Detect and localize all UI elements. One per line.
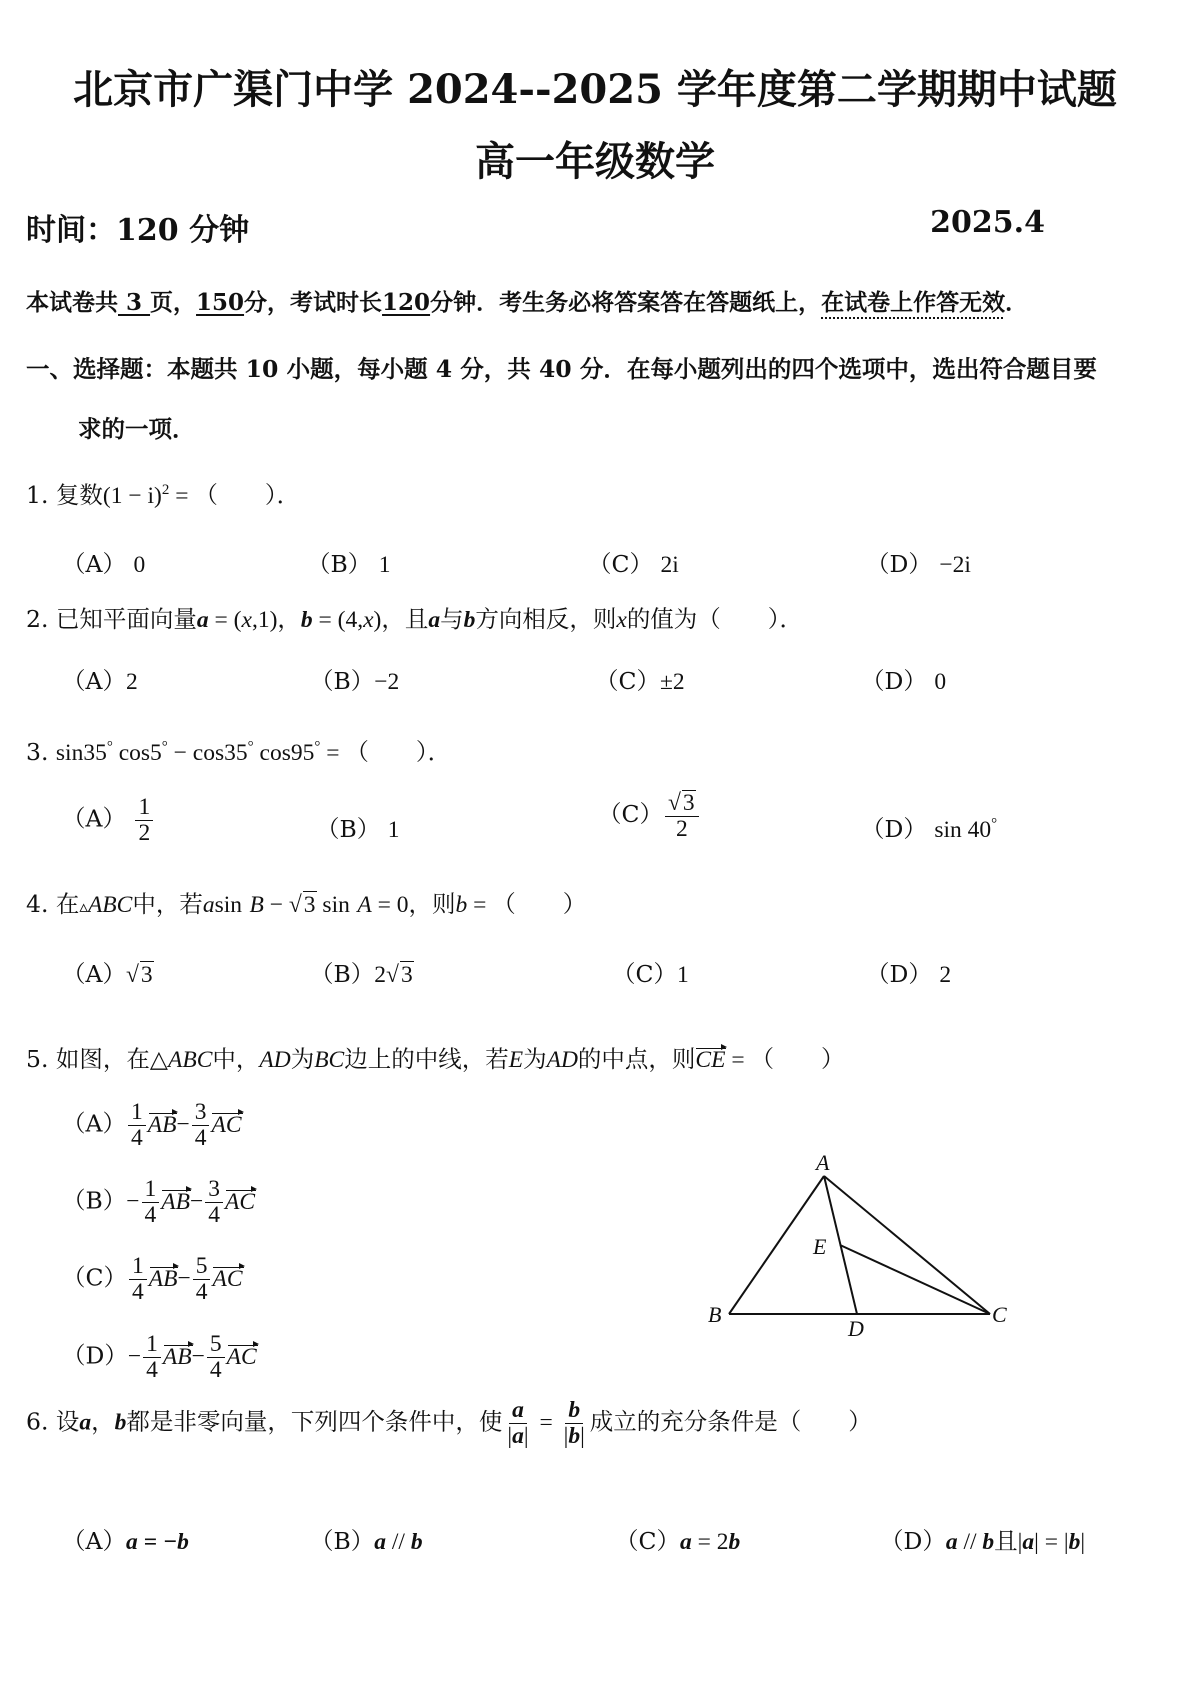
denominator: 4 bbox=[208, 1201, 221, 1228]
q6-option-d[interactable]: （D）a // b且|a| = |b| bbox=[880, 1527, 1086, 1555]
denominator: 4 bbox=[194, 1124, 207, 1151]
math-operator: − bbox=[191, 1343, 205, 1370]
math-operator: − bbox=[177, 1265, 191, 1292]
question-2 bbox=[26, 600, 803, 634]
q1-option-c[interactable] bbox=[588, 545, 679, 579]
option-value: 0 bbox=[934, 669, 947, 695]
option-label: （D） bbox=[861, 815, 927, 843]
numerator: 1 bbox=[128, 1100, 146, 1126]
parallel-symbol: // bbox=[386, 1529, 411, 1555]
edge-ac bbox=[824, 1176, 990, 1314]
notice-text: ． bbox=[1005, 289, 1029, 316]
option-value: 2 bbox=[125, 669, 138, 695]
q6-option-a[interactable] bbox=[62, 1522, 189, 1556]
section-heading: 一、选择题：本题共 10 小题，每小题 4 分，共 40 分．在每小题列出的四个选项中，选出符合题目要 bbox=[26, 355, 1097, 383]
option-label: （A） bbox=[62, 804, 126, 833]
option-value: ±2 bbox=[659, 669, 685, 695]
triangle-symbol: ▵ bbox=[79, 897, 88, 916]
numerator: 1 bbox=[143, 1332, 161, 1358]
label-d: D bbox=[848, 1316, 864, 1340]
question-text: = （ ）． bbox=[169, 483, 301, 509]
q5-option-d[interactable] bbox=[62, 1332, 257, 1382]
notice-score: 150 bbox=[196, 289, 245, 316]
option-label: （C） bbox=[62, 1263, 127, 1292]
abs-a: a bbox=[1022, 1529, 1035, 1555]
math-var: ABC bbox=[167, 1047, 213, 1073]
math-var: a bbox=[202, 892, 215, 918]
option-label: （C） bbox=[612, 960, 677, 988]
question-text: 复数 bbox=[55, 481, 103, 509]
option-value: 2i bbox=[660, 552, 679, 578]
triangle-figure bbox=[700, 1150, 1030, 1340]
question-text: 与 bbox=[440, 605, 464, 633]
vector-a: a bbox=[374, 1529, 387, 1555]
option-value: 1 bbox=[676, 962, 689, 988]
q1-option-b[interactable] bbox=[307, 545, 391, 579]
denominator: |a| bbox=[507, 1422, 529, 1449]
q2-option-c[interactable] bbox=[595, 662, 685, 696]
fraction bbox=[205, 1177, 223, 1227]
denominator: 4 bbox=[144, 1201, 157, 1228]
math-expr: = (4, bbox=[312, 607, 364, 633]
denominator: 4 bbox=[209, 1356, 222, 1383]
denominator: 2 bbox=[675, 815, 688, 842]
conjunction: 且 bbox=[994, 1527, 1018, 1555]
fraction bbox=[504, 1398, 531, 1448]
question-text: ，则 bbox=[408, 890, 456, 918]
option-label: （C） bbox=[595, 667, 660, 695]
question-number: 3. bbox=[26, 738, 49, 766]
math-var: ABC bbox=[87, 892, 133, 918]
math-var: B bbox=[249, 892, 264, 918]
vector-b: b bbox=[410, 1529, 423, 1555]
q5-option-b[interactable] bbox=[62, 1177, 255, 1227]
option-label: （A） bbox=[62, 550, 126, 578]
sqrt-radicand: 3 bbox=[140, 962, 153, 988]
abs-b: b bbox=[1068, 1529, 1081, 1555]
fraction bbox=[143, 1332, 161, 1382]
question-text: 在 bbox=[55, 890, 80, 918]
q4-option-c[interactable] bbox=[612, 955, 689, 989]
question-5 bbox=[26, 1040, 844, 1074]
question-number: 2. bbox=[26, 605, 49, 633]
option-value: 1 bbox=[378, 552, 391, 578]
math-operator: − bbox=[127, 1343, 142, 1370]
option-label: （A） bbox=[62, 1109, 126, 1138]
label-b: B bbox=[708, 1302, 722, 1327]
option-value: a = −b bbox=[125, 1529, 189, 1555]
abs-a: a bbox=[512, 1422, 524, 1449]
question-text: 已知平面向量 bbox=[55, 605, 197, 633]
question-text: 边上的中线，若 bbox=[344, 1045, 509, 1073]
sqrt-radicand: 3 bbox=[400, 962, 413, 988]
math-expr: ,1)， bbox=[251, 607, 301, 633]
fraction bbox=[561, 1398, 588, 1448]
vector-a: a bbox=[196, 607, 209, 633]
vector-ac: AC bbox=[225, 1188, 256, 1215]
numerator: 1 bbox=[135, 795, 153, 821]
option-value: 0 bbox=[133, 552, 146, 578]
denominator: 4 bbox=[195, 1278, 208, 1305]
math-expr: )，且 bbox=[373, 607, 429, 633]
edge-ab bbox=[729, 1176, 824, 1314]
q4-option-b[interactable] bbox=[310, 955, 414, 989]
option-label: （A） bbox=[62, 960, 126, 988]
degree-sign: ° bbox=[247, 739, 254, 756]
math-var: b bbox=[455, 892, 468, 918]
question-text: 成立的充分条件是（ ） bbox=[589, 1407, 872, 1436]
question-6 bbox=[26, 1398, 872, 1448]
exam-subtitle: 高一年级数学 bbox=[475, 138, 715, 185]
degree-sign: ° bbox=[314, 739, 321, 756]
parallel-symbol: // bbox=[957, 1529, 983, 1555]
denominator: 4 bbox=[130, 1124, 143, 1151]
denominator: 4 bbox=[131, 1278, 144, 1305]
question-text: 如图，在 bbox=[55, 1045, 150, 1073]
question-text: 为 bbox=[523, 1045, 547, 1073]
option-label: （D） bbox=[62, 1341, 128, 1370]
option-value: −2i bbox=[939, 552, 971, 578]
numerator: 5 bbox=[207, 1332, 225, 1358]
vector-ab: AB bbox=[161, 1188, 191, 1215]
option-label: （B） bbox=[62, 1186, 127, 1215]
option-label: （B） bbox=[310, 667, 375, 695]
math-expr: cos5 bbox=[112, 740, 162, 766]
math-expr: − bbox=[263, 892, 289, 918]
math-expr: sin bbox=[214, 892, 243, 918]
option-value: 1 bbox=[387, 817, 400, 843]
denominator: 2 bbox=[138, 819, 151, 846]
option-value: −2 bbox=[374, 669, 400, 695]
exam-title: 北京市广渠门中学 2024--2025 学年度第二学期期中试题 bbox=[73, 66, 1117, 113]
question-number: 6. bbox=[26, 1407, 49, 1436]
vector-b: b bbox=[300, 607, 313, 633]
sqrt-sign: √ bbox=[288, 892, 302, 918]
numerator: 3 bbox=[205, 1177, 223, 1203]
q6-option-c[interactable] bbox=[615, 1522, 740, 1556]
fraction bbox=[142, 1177, 160, 1227]
math-expr: sin35 bbox=[55, 740, 107, 766]
question-text: 中， bbox=[212, 1045, 260, 1073]
q4-option-d[interactable] bbox=[866, 955, 951, 989]
fraction bbox=[193, 1254, 211, 1304]
option-label: （A） bbox=[62, 1527, 126, 1555]
denominator: 4 bbox=[146, 1356, 158, 1383]
label-e: E bbox=[813, 1234, 827, 1259]
fraction bbox=[128, 1100, 146, 1150]
vector-ac: AC bbox=[211, 1111, 242, 1138]
exam-date: 2025.4 bbox=[930, 205, 1045, 240]
math-expr: (1 − i) bbox=[102, 483, 162, 509]
question-text: 的中点，则 bbox=[577, 1045, 696, 1073]
numerator: 1 bbox=[142, 1177, 160, 1203]
vector-ac: AC bbox=[226, 1343, 257, 1370]
q2-option-a[interactable] bbox=[62, 662, 138, 696]
question-text: ， bbox=[91, 1407, 115, 1436]
fraction bbox=[135, 795, 153, 845]
vector-b: b bbox=[982, 1529, 995, 1555]
sqrt-sign: √ bbox=[125, 962, 139, 988]
option-value: 2 bbox=[939, 962, 952, 988]
q3-option-c[interactable] bbox=[598, 790, 701, 841]
option-label: （B） bbox=[310, 1527, 375, 1555]
math-operator: − bbox=[190, 1188, 204, 1215]
q2-option-d[interactable] bbox=[861, 662, 946, 696]
option-label: （D） bbox=[861, 667, 927, 695]
numerator: a bbox=[509, 1398, 527, 1424]
option-label: （C） bbox=[615, 1527, 680, 1555]
segment-ce bbox=[840, 1245, 990, 1314]
fraction bbox=[665, 790, 699, 841]
math-var: E bbox=[508, 1047, 524, 1073]
question-text: = （ ） bbox=[467, 892, 587, 918]
q5-option-c[interactable] bbox=[62, 1254, 243, 1304]
exam-notice bbox=[26, 284, 1028, 317]
option-label: （C） bbox=[588, 550, 653, 578]
sqrt-radicand: 3 bbox=[303, 892, 316, 918]
question-text: 为 bbox=[290, 1045, 315, 1073]
notice-text: 页， bbox=[150, 289, 197, 316]
degree-sign: ° bbox=[991, 816, 998, 833]
math-var: A bbox=[357, 892, 372, 918]
math-var: x bbox=[241, 607, 252, 633]
section-heading-cont: 求的一项． bbox=[78, 415, 196, 443]
numerator: √3 bbox=[665, 790, 699, 817]
fraction bbox=[129, 1254, 147, 1304]
exam-time: 时间：120 分钟 bbox=[26, 213, 250, 248]
fraction bbox=[207, 1332, 225, 1382]
sqrt-sign: √ bbox=[386, 962, 399, 988]
q3-option-d[interactable] bbox=[861, 810, 997, 844]
q5-option-a[interactable] bbox=[62, 1100, 242, 1150]
math-var: BC bbox=[314, 1047, 345, 1073]
question-text: 设 bbox=[55, 1407, 80, 1436]
question-3 bbox=[26, 733, 451, 767]
vector-a: a bbox=[79, 1409, 92, 1436]
question-text: 的值为（ ）． bbox=[626, 605, 804, 633]
math-operator: = bbox=[1038, 1529, 1064, 1555]
math-operator: = bbox=[533, 1409, 559, 1436]
math-expr: sin bbox=[316, 892, 350, 918]
numerator: 5 bbox=[193, 1254, 211, 1280]
math-var: AD bbox=[259, 1047, 291, 1073]
vector-ab: AB bbox=[148, 1265, 178, 1292]
question-4 bbox=[26, 885, 586, 919]
option-label: （D） bbox=[866, 550, 932, 578]
vector-ab: AB bbox=[147, 1111, 177, 1138]
vector-ac: AC bbox=[212, 1265, 243, 1292]
math-expr: = ( bbox=[208, 607, 242, 633]
q1-option-a[interactable] bbox=[62, 545, 145, 579]
triangle-symbol: △ bbox=[149, 1047, 168, 1073]
degree-sign: ° bbox=[106, 739, 113, 756]
question-text: 中，若 bbox=[132, 890, 203, 918]
math-expr: = 2 bbox=[691, 1529, 729, 1555]
question-text: 方向相反，则 bbox=[475, 605, 617, 633]
question-number: 4. bbox=[26, 890, 49, 918]
math-var: x bbox=[616, 607, 627, 633]
degree-sign: ° bbox=[161, 739, 168, 756]
math-expr: − cos35 bbox=[167, 740, 248, 766]
math-var: AD bbox=[546, 1047, 578, 1073]
option-label: （C） bbox=[598, 800, 663, 829]
vector-b: b bbox=[114, 1409, 127, 1436]
q3-option-b[interactable] bbox=[316, 810, 400, 844]
sqrt-radicand: 3 bbox=[682, 790, 695, 816]
math-expr: = 0 bbox=[371, 892, 409, 918]
option-label: （A） bbox=[62, 667, 126, 695]
abs-b: b bbox=[568, 1422, 581, 1449]
math-operator: − bbox=[176, 1111, 190, 1138]
notice-duration: 120 bbox=[382, 289, 431, 316]
question-number: 1. bbox=[26, 481, 49, 509]
notice-text: 本试卷共 bbox=[26, 289, 118, 316]
numerator: b bbox=[565, 1398, 583, 1424]
math-var: x bbox=[363, 607, 374, 633]
option-label: （D） bbox=[880, 1527, 946, 1555]
option-label: （B） bbox=[316, 815, 381, 843]
q1-option-d[interactable] bbox=[866, 545, 971, 579]
option-label: （B） bbox=[310, 960, 375, 988]
denominator: |b| bbox=[563, 1422, 585, 1449]
question-text: = （ ） bbox=[725, 1047, 845, 1073]
q4-option-a[interactable] bbox=[62, 955, 154, 989]
label-c: C bbox=[992, 1302, 1007, 1327]
vector-b: b bbox=[463, 607, 476, 633]
option-value: sin 40 bbox=[934, 817, 992, 843]
question-number: 5. bbox=[26, 1045, 49, 1073]
notice-pages: 3 bbox=[118, 289, 151, 316]
option-label: （D） bbox=[866, 960, 932, 988]
option-label: （B） bbox=[307, 550, 372, 578]
vector-ce: CE bbox=[695, 1047, 726, 1073]
question-1 bbox=[26, 476, 300, 510]
notice-emphasis: 在试卷上作答无效 bbox=[821, 289, 1006, 316]
fraction bbox=[192, 1100, 210, 1150]
math-operator: − bbox=[126, 1188, 140, 1215]
label-a: A bbox=[816, 1150, 830, 1175]
math-exponent: 2 bbox=[161, 482, 170, 499]
q2-option-b[interactable] bbox=[310, 662, 399, 696]
notice-text: 分，考试时长 bbox=[244, 289, 383, 316]
q6-option-b[interactable] bbox=[310, 1522, 423, 1556]
question-text: = （ ）． bbox=[320, 740, 452, 766]
question-text: 都是非零向量，下列四个条件中，使 bbox=[126, 1407, 503, 1436]
vector-a: a bbox=[679, 1529, 692, 1555]
math-expr: cos95 bbox=[253, 740, 315, 766]
coefficient: 2 bbox=[374, 962, 387, 988]
vector-ab: AB bbox=[162, 1343, 192, 1370]
notice-text: 分钟．考生务必将答案答在答题纸上， bbox=[430, 289, 822, 316]
vector-a: a bbox=[945, 1529, 958, 1555]
vector-b: b bbox=[728, 1529, 741, 1555]
vector-a: a bbox=[428, 607, 441, 633]
q3-option-a[interactable] bbox=[62, 795, 155, 845]
numerator: 1 bbox=[129, 1254, 147, 1280]
numerator: 3 bbox=[192, 1100, 210, 1126]
